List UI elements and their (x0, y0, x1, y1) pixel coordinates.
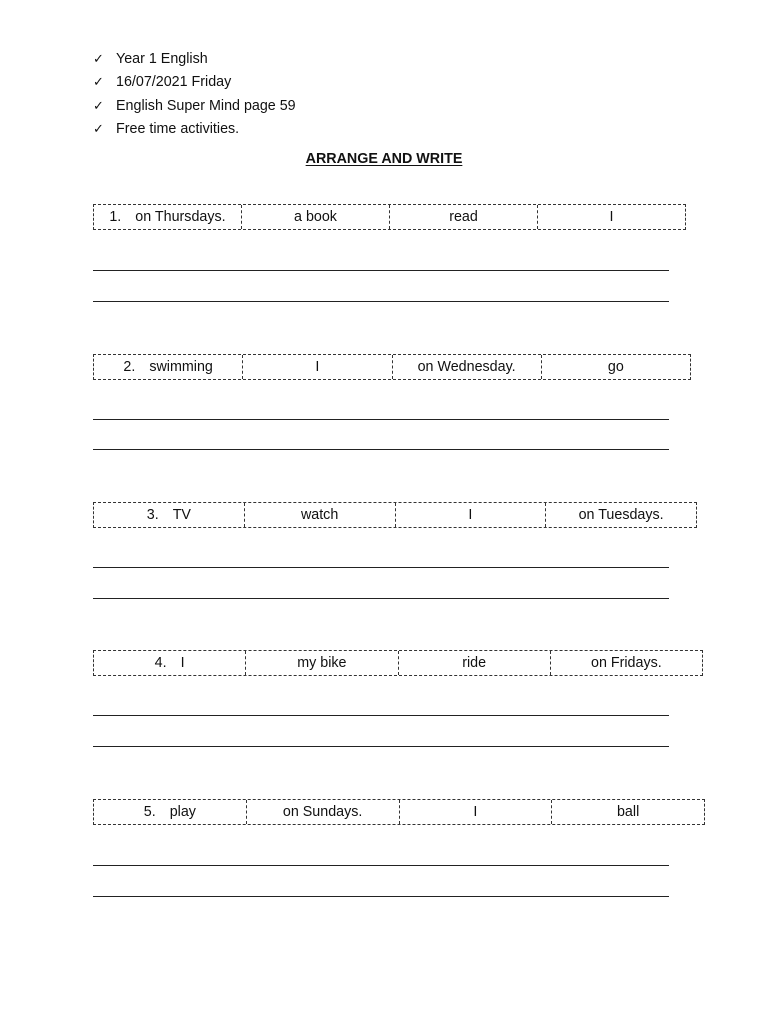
word-cell (551, 800, 704, 824)
word-cell (244, 503, 395, 527)
word-text: on Sundays. (282, 804, 363, 820)
word-text: watch (300, 507, 339, 523)
word-cell (537, 205, 685, 229)
word-text: ride (462, 655, 487, 671)
answer-line[interactable] (93, 449, 669, 450)
word-text: I (473, 804, 478, 820)
header-item-label: 16/07/2021 Friday (116, 74, 232, 91)
answer-line[interactable] (93, 270, 669, 271)
word-text: TV (172, 507, 191, 523)
exercise-number: 4. (154, 655, 167, 671)
word-text: on Tuesdays. (578, 507, 664, 523)
header-item-topic (93, 119, 296, 142)
header-item-date (93, 72, 296, 95)
word-cell (398, 651, 550, 675)
word-cell (395, 503, 546, 527)
header-item-book (93, 96, 296, 119)
check-icon: ✓ (93, 74, 104, 90)
word-text: on Wednesday. (417, 359, 516, 375)
word-cell (94, 800, 246, 824)
check-icon: ✓ (93, 51, 104, 66)
check-icon: ✓ (93, 97, 104, 113)
word-box-row-1 (93, 204, 686, 230)
worksheet-title-text: ARRANGE AND WRITE (305, 151, 463, 167)
answer-line[interactable] (93, 865, 669, 866)
word-cell (94, 205, 241, 229)
header-item-label: Year 1 English (116, 51, 208, 67)
word-text: I (180, 655, 185, 671)
word-text: read (449, 209, 478, 225)
exercise-number: 2. (123, 359, 136, 375)
word-text: I (468, 507, 473, 523)
word-cell (550, 651, 702, 675)
word-text: play (169, 804, 196, 820)
word-cell (399, 800, 552, 824)
word-text: swimming (149, 359, 213, 375)
word-cell (242, 355, 391, 379)
word-cell (389, 205, 537, 229)
header-item-year (93, 49, 296, 72)
header-list (93, 49, 296, 142)
word-box-row-2 (93, 354, 691, 380)
exercise-number: 5. (143, 804, 156, 820)
word-text: on Fridays. (591, 655, 662, 671)
word-cell (392, 355, 541, 379)
word-text: I (315, 359, 320, 375)
word-cell (545, 503, 696, 527)
answer-line[interactable] (93, 896, 669, 897)
header-item-label: English Super Mind page 59 (116, 97, 296, 114)
word-text: my bike (297, 655, 347, 671)
word-box-row-3 (93, 502, 697, 528)
word-text: go (607, 359, 624, 375)
check-icon: ✓ (93, 120, 104, 136)
header-item-label: Free time activities. (116, 120, 240, 137)
word-cell (245, 651, 397, 675)
word-text: I (609, 209, 614, 225)
exercise-number: 1. (109, 209, 122, 225)
answer-line[interactable] (93, 746, 669, 747)
worksheet-title (0, 151, 768, 167)
word-text: a book (294, 209, 337, 225)
word-cell (94, 503, 244, 527)
word-cell (94, 355, 242, 379)
word-text: ball (616, 804, 640, 820)
answer-line[interactable] (93, 715, 669, 716)
answer-line[interactable] (93, 419, 669, 420)
exercise-number: 3. (146, 507, 159, 523)
word-cell (541, 355, 690, 379)
answer-line[interactable] (93, 301, 669, 302)
word-cell (94, 651, 245, 675)
answer-line[interactable] (93, 567, 669, 568)
word-box-row-4 (93, 650, 703, 676)
answer-line[interactable] (93, 598, 669, 599)
word-text: on Thursdays. (135, 209, 226, 225)
word-cell (241, 205, 389, 229)
word-cell (246, 800, 399, 824)
word-box-row-5 (93, 799, 705, 825)
